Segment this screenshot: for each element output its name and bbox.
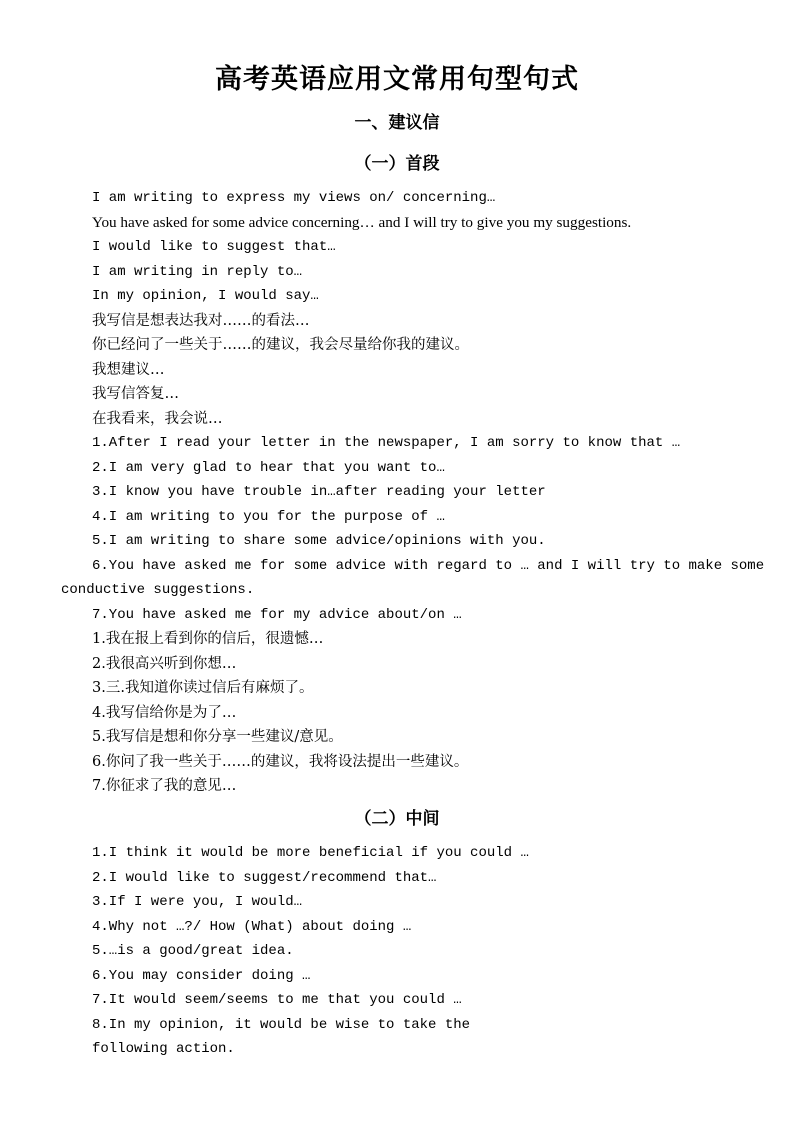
text-line: 6.你问了我一些关于……的建议，我将设法提出一些建议。: [92, 753, 469, 770]
text-line: I am writing to express my views on/ concerning…: [92, 190, 496, 206]
text-line: 2.我很高兴听到你想…: [92, 655, 237, 672]
text-line: 1.After I read your letter in the newspaper, I am sorry to know that …: [92, 435, 681, 451]
text-line: following action.: [92, 1041, 235, 1057]
text-line: 6.You have asked me for some advice with regard to … and I will try to make some: [92, 557, 765, 574]
text-line: 1.I think it would be more beneficial if you could …: [92, 845, 529, 861]
document-title: 高考英语应用文常用句型句式: [215, 64, 579, 95]
text-line: 5.I am writing to share some advice/opinions with you.: [92, 533, 546, 549]
text-line: 8.In my opinion, it would be wise to take the: [92, 1016, 471, 1033]
text-line: 3.三.我知道你读过信后有麻烦了。: [92, 680, 314, 696]
text-line: In my opinion, I would say…: [92, 288, 319, 304]
text-line: 你已经问了一些关于……的建议，我会尽量给你我的建议。: [92, 337, 469, 353]
section-heading: 一、建议信: [354, 113, 440, 133]
text-line: I would like to suggest that…: [92, 239, 336, 255]
text-line: 4.Why not …?/ How (What) about doing …: [92, 918, 412, 935]
text-line: 7.You have asked me for my advice about/on …: [92, 606, 462, 623]
text-line: 5.我写信是想和你分享一些建议/意见。: [92, 729, 343, 745]
text-line: 5.…is a good/great idea.: [92, 943, 294, 959]
text-line: 4.I am writing to you for the purpose of …: [92, 508, 445, 525]
text-line: 7.It would seem/seems to me that you could …: [92, 992, 462, 1008]
text-line: 2.I would like to suggest/recommend that…: [92, 869, 437, 886]
text-line: 1.我在报上看到你的信后，很遗憾…: [92, 631, 324, 647]
text-line: 2.I am very glad to hear that you want to…: [92, 459, 445, 476]
text-line: 4.我写信给你是为了…: [92, 704, 237, 721]
text-line: 3.If I were you, I would…: [92, 894, 303, 910]
text-line: 我写信是想表达我对……的看法…: [92, 312, 310, 329]
text-line: 3.I know you have trouble in…after reading your letter: [92, 484, 546, 500]
part1-heading: （一）首段: [354, 154, 440, 174]
text-line: 在我看来，我会说…: [92, 410, 223, 427]
text-line: 我写信答复…: [92, 386, 179, 402]
text-line: 6.You may consider doing …: [92, 967, 311, 984]
text-line: 我想建议…: [92, 361, 165, 378]
text-line: 7.你征求了我的意见…: [92, 778, 237, 794]
part2-heading: （二）中间: [354, 809, 440, 829]
text-line: I am writing in reply to…: [92, 263, 303, 280]
text-line: You have asked for some advice concerning… and I will try to give you my suggestions.: [92, 213, 632, 231]
text-line-continued: conductive suggestions.: [61, 582, 255, 598]
